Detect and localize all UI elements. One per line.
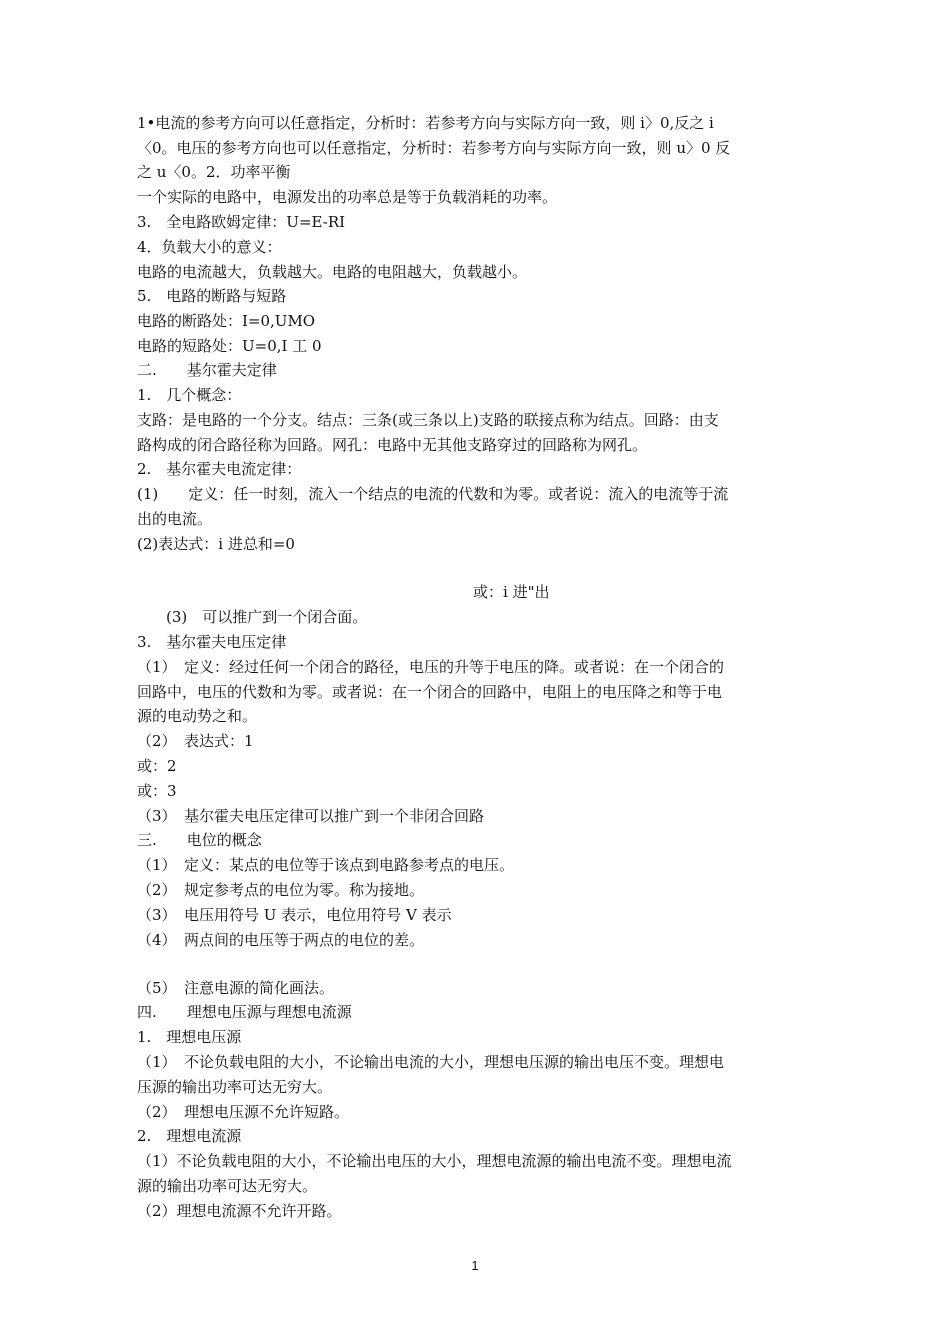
section-heading: 二. 基尔霍夫定律 <box>137 361 277 379</box>
text-line: 或：2 <box>137 757 177 775</box>
text-line: （2） 表达式：1 <box>137 732 254 750</box>
text-line: 4．负载大小的意义： <box>137 238 282 256</box>
text-line: 电路的电流越大，负载越大。电路的电阻越大，负载越小。 <box>137 263 528 281</box>
formula-line: 或：i 进"出 <box>473 583 550 601</box>
text-line: 1. 理想电压源 <box>137 1028 242 1046</box>
text-line: 源的电动势之和。 <box>137 707 258 725</box>
text-line: （3） 电压用符号 U 表示，电位用符号 V 表示 <box>137 906 452 924</box>
text-line: （1） 不论负载电阻的大小，不论输出电流的大小，理想电压源的输出电压不变。理想电 <box>137 1053 725 1071</box>
text-line: 路构成的闭合路径称为回路。网孔：电路中无其他支路穿过的回路称为网孔。 <box>137 436 648 454</box>
text-line: 〈0。电压的参考方向也可以任意指定，分析时：若参考方向与实际方向一致，则 u〉0 反 <box>137 139 731 157</box>
text-line: 电路的短路处：U=0,I 工 0 <box>137 337 322 355</box>
text-line: 2. 理想电流源 <box>137 1127 242 1145</box>
text-line: 电路的断路处：I=0,UМО <box>137 312 316 330</box>
text-line: 之 u〈0。2．功率平衡 <box>137 163 291 181</box>
text-line: 出的电流。 <box>137 510 213 528</box>
text-line: 3. 基尔霍夫电压定律 <box>137 633 287 651</box>
text-line: 5. 电路的断路与短路 <box>137 287 287 305</box>
text-line: 一个实际的电路中，电源发出的功率总是等于负载消耗的功率。 <box>137 188 558 206</box>
text-line: （2） 规定参考点的电位为零。称为接地。 <box>137 881 425 899</box>
text-line: （5） 注意电源的简化画法。 <box>137 979 335 997</box>
text-line: （3） 基尔霍夫电压定律可以推广到一个非闭合回路 <box>137 807 485 825</box>
text-line: 1. 几个概念： <box>137 386 242 404</box>
text-line: 3. 全电路欧姆定律：U=E-RI <box>137 213 346 231</box>
text-line: （2） 理想电压源不允许短路。 <box>137 1103 350 1121</box>
section-heading: 四. 理想电压源与理想电流源 <box>137 1003 352 1021</box>
text-line: (1) 定义：任一时刻，流入一个结点的电流的代数和为零。或者说：流入的电流等于流 <box>137 485 729 503</box>
text-line: （1） 定义：某点的电位等于该点到电路参考点的电压。 <box>137 856 515 874</box>
page-number: 1 <box>471 1258 479 1273</box>
text-line: （1）不论负载电阻的大小，不论输出电压的大小，理想电流源的输出电流不变。理想电流 <box>137 1152 732 1170</box>
text-line: 1•电流的参考方向可以任意指定，分析时：若参考方向与实际方向一致，则 i〉0,反之 i <box>137 114 714 132</box>
text-line: 2. 基尔霍夫电流定律： <box>137 460 302 478</box>
text-line: (3) 可以推广到一个闭合面。 <box>166 608 368 626</box>
text-line: 支路：是电路的一个分支。结点：三条(或三条以上)支路的联接点称为结点。回路：由支 <box>137 411 719 429</box>
text-line: （2）理想电流源不允许开路。 <box>137 1202 342 1220</box>
text-line: (2)表达式：i 进总和=0 <box>137 535 295 553</box>
text-line: 回路中，电压的代数和为零。或者说：在一个闭合的回路中，电阻上的电压降之和等于电 <box>137 683 723 701</box>
text-line: （1） 定义：经过任何一个闭合的路径，电压的升等于电压的降。或者说：在一个闭合的 <box>137 658 725 676</box>
text-line: 或：3 <box>137 782 177 800</box>
text-line: 压源的输出功率可达无穷大。 <box>137 1078 333 1096</box>
text-line: （4） 两点间的电压等于两点的电位的差。 <box>137 931 425 949</box>
section-heading: 三. 电位的概念 <box>137 831 262 849</box>
text-line: 源的输出功率可达无穷大。 <box>137 1177 318 1195</box>
